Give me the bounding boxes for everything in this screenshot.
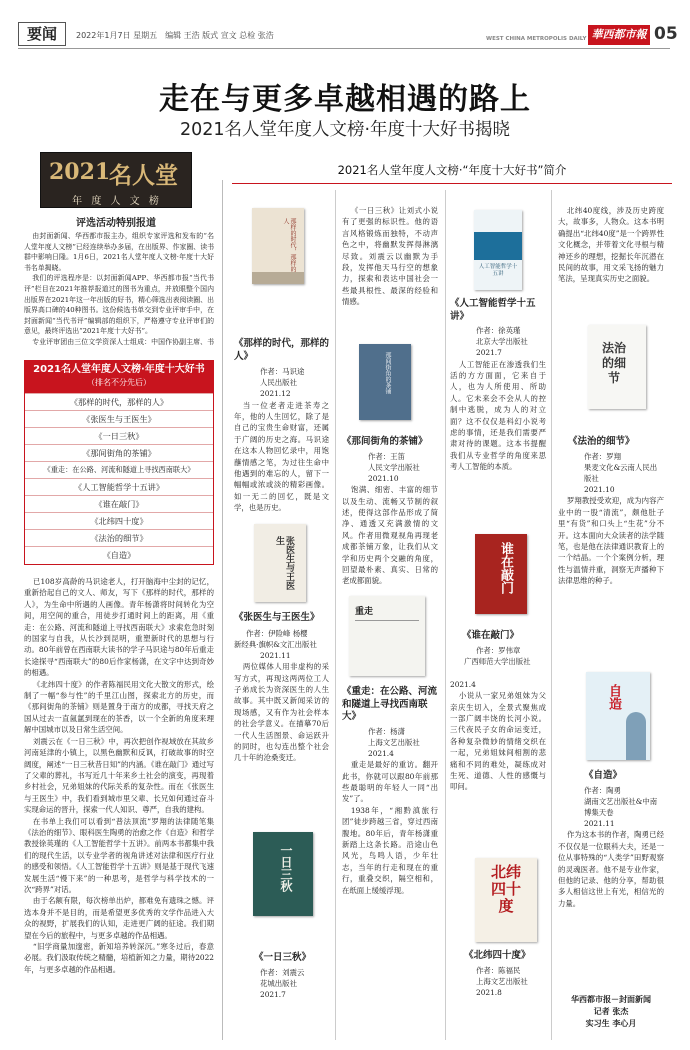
- review-paragraph: 我们的评选程序是：以封面新闻APP、华西都市报“当代书评”栏目在2021年推荐报道过的图书为重点，并放眼整个国内出版界在2021年这一年出版的好书，精心筛选出表阅读圈、出版界高口碑的40种图书。这份候选书单交到专业评审手中，在封面新闻“当代书评”编辑部的组织下，严格遵守专业评审们的意见，最终评选出“2021年度十大好书”。: [24, 274, 214, 336]
- section-label: 要闻: [26, 25, 57, 43]
- book-publisher-9: 果麦文化&云南人民出版社: [584, 462, 658, 483]
- book-cover-2: [254, 524, 306, 602]
- book-entry-6: [450, 298, 546, 495]
- book-publisher-3: 花城出版社: [260, 978, 297, 988]
- essay-paragraph: “旧学商量加邃密，新知培养转深沉。”寒冬过后，春意必展。我们汲取传统之精髓，培植新知之力量，期待2022年，与更多卓越的作品相遇。: [24, 942, 214, 974]
- credits-line-2: 记者 张杰: [593, 1007, 629, 1016]
- book-desc-6: 人工智能正在渗透我们生活的方方面面，它来自于人，也为人所使用、所助人。它未来会不会从人的控制中逃脱，成为人的对立面？这不仅仅是科幻小说考虑的事情，还是我们需要严肃对待的课题。这本书提醒我们从专业哲学的角度来思考人工智能的本质。: [450, 359, 546, 472]
- book-author-2: 作者：伊险峰 杨樱: [246, 628, 308, 638]
- book-title-9: 《法治的细节》: [568, 436, 635, 447]
- book-desc-7: 小说从一家兄弟姐妹为父亲庆生切入，全景式聚焦成一部广阔丰饶的长河小说。三代夜民子女的命运变迁，各种复杂微妙的情绪交织在一起，兄弟姐妹间相割的悲痛和不同的难处，凝练成对生死、道德、人性的感慨与叩问。: [450, 691, 546, 792]
- book-author-7: 作者：罗伟章: [476, 645, 521, 655]
- book-author-1: 作者：马识途: [260, 367, 305, 376]
- paper-name-cn: 華西都市報: [591, 28, 647, 41]
- intro-title: 2021名人堂年度人文榜·“年度十大好书”简介: [337, 163, 567, 177]
- book-entry-8-top: [558, 205, 664, 331]
- book-desc-1: 当一位老者走进茶寿之年，他的人生回忆，除了是自己的宝贵生命财富，还属于广阔的历史之海。马识途在这本人物回忆录中，用饱蘸情感之笔，为过往生命中他遇到的难忘的人，留下一幅幅或浓或淡的精彩画像。如一无二的回忆，既是文学，也是历史。: [234, 400, 329, 513]
- list-item-label: 《一日三秋》: [94, 431, 144, 441]
- list-box-header: [25, 361, 213, 393]
- essay-paragraph: 《北纬四十度》的作者陈福民用文化大散文的形式，绘制了一幅“参与性”的千里江山图，探索北方的历史，而《那间街角的茶铺》则是置身于南方的成都，寻找天府之国从过去一直氤氲到现在的茶香，以一个全新的角度来理解中国城市以及日常生活空间。: [24, 679, 214, 735]
- book-publisher-6: 北京大学出版社: [476, 337, 528, 347]
- logo-tagline: 年 度 人 文 榜: [72, 196, 162, 207]
- column-divider: [335, 190, 336, 1040]
- book-author-4: 作者：王笛: [368, 451, 405, 461]
- review-paragraph: 由封面新闻、华西都市报主办，组织专家评选和发布的“名人堂年度人文榜”已经连续举办多届，在出版界、作家圈、读书群中影响日隆。1月6日，2021名人堂年度人文榜·年度十大好书名单揭晓。: [24, 232, 214, 272]
- book-entry-7: [450, 630, 546, 826]
- book-cover-8: [475, 858, 537, 942]
- column-divider: [551, 190, 552, 1040]
- list-item: [25, 461, 213, 478]
- cover-title: 张医生与王医生: [274, 536, 294, 590]
- cover-title: 谁在敲门: [498, 542, 513, 594]
- paper-logo: [588, 25, 650, 45]
- book-publisher-5: 上海文艺出版社: [368, 737, 420, 747]
- header-rule: [18, 48, 670, 49]
- list-item: [25, 512, 213, 529]
- list-item: [25, 495, 213, 512]
- list-item-label: 《谁在敲门》: [94, 499, 144, 509]
- book-entry-1: [234, 338, 329, 514]
- page-info: 2022年1月7日 星期五 编辑 王浩 版式 宣文 总检 张浩: [76, 31, 274, 40]
- book-author-3: 作者：刘震云: [260, 967, 305, 977]
- list-item-label: 《那间街角的茶铺》: [82, 448, 156, 458]
- cover-title: 那样的时代，那样的人: [282, 218, 296, 272]
- book-cover-5: [349, 596, 425, 676]
- book-cover-10: [586, 672, 650, 760]
- credits: [558, 994, 664, 1030]
- book-desc-5: 重走是最好的重访。翻开此书，你就可以跟80年前那些最聪明的年轻人一同“出发”了。: [342, 760, 438, 804]
- list-items: [25, 393, 213, 563]
- essay-paragraph: 刘震云在《一日三秋》中，再次把创作视域放在其故乡河南延津的小镇上，以黑色幽默和反讽，打破故事的时空阔度，阐述“一日三秋昔日知”的内涵。《谁在敲门》通过写了父辈的葬礼，书写近几十年来乡土社会的演变，再现着乡村社会，兄弟姐妹的代际关系的复杂性。而在《张医生与王医生》中，我们看到城市里父辈、长兄如何通过奋斗实现命运的晋升，探索一代人知识、尊严，自我的建构。: [24, 736, 214, 815]
- intro-title-rule: [232, 183, 672, 184]
- essay-paragraph: 已108岁高龄的马识途老人，打开脑海中尘封的记忆，重新拾起自己的文人、师友，写下《那样的时代，那样的人》，为生命中所遇的人画像。青年杨潇将时间转化为空间，用空间的重合，用徒步打通时间上的距离，用《重走：在公路、河流和隧道上寻找西南联大》求索危急时刻的国家与自我，从长沙到昆明，重塑新时代的思想与行动。80年前曾在西南联大读书的学子马识途与80年后重走长途探寻“西南联大”的80后作家杨潇，在文字中达到奇妙的相遇。: [24, 577, 214, 678]
- column-divider: [222, 180, 223, 1040]
- cover-title: 北纬四十度: [490, 863, 521, 915]
- column-divider: [445, 190, 446, 1040]
- book-publisher-10: 湖南文艺出版社&中南博集天卷: [584, 796, 658, 817]
- book-title-1: 《那样的时代，那样的人》: [234, 338, 330, 362]
- credits-line-1: 华西都市报－封面新闻: [571, 995, 651, 1004]
- book-date-3: 2021.7: [260, 989, 286, 999]
- review-title: 评选活动特别报道: [76, 218, 156, 229]
- book-desc-5b: 1938年，“湘黔滇旅行团”徒步跨越三省，穿过西南腹地。80年后，青年杨潇重新踏上这条长路。沿途山色风光，鸟鸣人语，少年壮志，当年的行走和现在的重行，重叠交织，隔空相和，在纸面上缓缓浮现。: [342, 805, 438, 895]
- book-cover-7: [475, 534, 527, 614]
- book-cover-4: [359, 344, 411, 420]
- review-paragraph: 专业评审团由三位文学资深人士组成：中国作协副主席、书: [32, 337, 214, 346]
- cover-title: 自造: [606, 684, 621, 710]
- cover-rule: [355, 620, 419, 621]
- review-text: [24, 231, 214, 347]
- book-cover-3: [253, 832, 313, 916]
- page-header: [0, 0, 690, 52]
- book-entry-8: [450, 950, 546, 998]
- cover-title: 人工智能哲学十五讲: [478, 264, 518, 277]
- logo-year: 2021: [49, 159, 111, 185]
- list-item: [25, 410, 213, 427]
- list-item-label: 《张医生与王医生》: [82, 414, 156, 424]
- book-title-7: 《谁在敲门》: [462, 630, 520, 641]
- section-tab: [18, 22, 66, 46]
- book-desc-4: 饱满、细密、丰富的细节以及生动、流畅又节制的叙述，使得这部作品形成了简净、通透又充满激情的文风。作者用微观视角再现老成都茶铺万象，让我们从文学和历史两个交融的角度，回望最朴素、真实、日常的老成都面貌。: [342, 485, 438, 586]
- book-date-9: 2021.10: [584, 485, 615, 495]
- cover-title: 法治的细节: [601, 341, 626, 385]
- book-publisher-2: 新经典·旗帜&文汇出版社: [234, 639, 317, 649]
- book-author-6: 作者：徐英瑾: [476, 326, 521, 335]
- main-headline: 走在与更多卓越相遇的路上: [159, 82, 531, 117]
- list-item-label: 《法治的细节》: [90, 533, 148, 543]
- list-item: [25, 427, 213, 444]
- list-item-label: 《自造》: [102, 550, 136, 560]
- list-item: [25, 444, 213, 461]
- sub-headline: 2021名人堂年度人文榜·年度十大好书揭晓: [179, 120, 511, 140]
- list-item-label: 《那样的时代，那样的人》: [69, 397, 169, 407]
- book-entry-4-top: [342, 205, 438, 331]
- book-author-5: 作者：杨潇: [368, 726, 405, 736]
- book-publisher-4: 人民文学出版社: [368, 462, 420, 472]
- book-entry-5: [342, 686, 438, 931]
- book-date-1: 2021.12: [260, 389, 291, 399]
- book-entry-3: [234, 952, 329, 1000]
- top-ten-list-box: [24, 360, 214, 565]
- book-cover-1: [252, 208, 304, 284]
- list-item: [25, 546, 213, 563]
- book-title-4: 《那间街角的茶铺》: [342, 436, 428, 447]
- book-title-2: 《张医生与王医生》: [234, 612, 320, 623]
- book-author-10: 作者：陶勇: [584, 785, 621, 795]
- essay-paragraph: 在书单上我们可以看到“普法顶流”罗翔的法律随笔集《法治的细节》、眼科医生陶勇的治愈之作《自造》和哲学教授徐英瑾的《人工智能哲学十五讲》。前两本书都集中我们的现代生活，以专业学者的视角讲述对法律和医疗行业的感受和领悟。《人工智能哲学十五讲》则是基于现代飞速发展生活“慢下来”的一种思考，是哲学与科学技术的一次“跨界”对话。: [24, 816, 214, 894]
- book-cover-6: [474, 210, 522, 290]
- book-publisher-1: 人民出版社: [260, 378, 297, 388]
- book-publisher-7: 广西师范大学出版社: [464, 656, 531, 666]
- hall-of-fame-logo: [40, 152, 192, 208]
- list-item: [25, 478, 213, 495]
- book-title-5: 《重走：在公路、河流和隧道上寻找西南联大》: [342, 686, 438, 722]
- cover-title: 一日三秋: [279, 844, 293, 892]
- book-entry-9: [558, 436, 664, 631]
- book-date-5: 2021.4: [368, 748, 394, 758]
- book-author-9: 作者：罗翔: [584, 451, 621, 461]
- book-cover-9: [588, 325, 646, 409]
- essay-paragraph: 由于名额有限，每次榜单出炉，都难免有遗珠之憾。评选本身并不是目的，而是希望更多优秀的文学作品进入大众的视野，扩展我们的认知，走进更广阔的征途。我们期望在今后的旅程中，与更多卓越的作品相遇。: [24, 896, 214, 940]
- book-entry-10: [558, 770, 664, 941]
- cover-figure: [626, 712, 646, 760]
- page-number: 05: [654, 24, 678, 44]
- book-date-6: 2021.7: [476, 348, 502, 358]
- book-publisher-8: 上海文艺出版社: [476, 976, 528, 986]
- list-item-label: 《人工智能哲学十五讲》: [73, 482, 165, 492]
- book-title-3: 《一日三秋》: [254, 952, 312, 963]
- paper-name-en: WEST CHINA METROPOLIS DAILY: [486, 36, 587, 42]
- cover-band: [252, 272, 304, 284]
- list-box-note: （排名不分先后）: [87, 378, 151, 387]
- list-box-title: 2021名人堂年度人文榜·年度十大好书: [33, 364, 205, 375]
- book-author-8: 作者：陈福民: [476, 965, 521, 975]
- cover-title: 重走: [355, 607, 374, 617]
- cover-title: 那间街角的茶铺: [384, 352, 391, 394]
- book-desc-8: 北纬40度线，涉及历史跨度大，故事多，人物众。这本书明确提出“北纬40度”是一个跨界性文化概念，并带着文化寻根与精神还乡的理想，挖掘长年沉潜在民间的故事，用文采飞扬的魅力笔法，呈现真实历史之面貌。: [558, 206, 664, 284]
- list-item-label: 《重走：在公路、河流和隧道上寻找西南联大》: [43, 465, 195, 474]
- book-entry-2: [234, 612, 329, 786]
- book-date-4: 2021.10: [368, 473, 399, 483]
- book-desc-9: 罗翔教授受欢迎，成为内容产业中的一股“清流”，颇他肚子里“有货”和口头上“生花”分不开。这本面向大众读者的法学随笔，也是他在法律通识教育上的一个结晶。一个个案例分析，理性与温情并重，洞察无声播种下法律思维的种子。: [558, 496, 664, 586]
- book-title-10: 《自造》: [584, 770, 623, 781]
- list-item: [25, 529, 213, 546]
- list-item: [25, 393, 213, 410]
- cover-band: [474, 232, 522, 260]
- book-date-2: 2021.11: [260, 650, 291, 660]
- book-title-8: 《北纬四十度》: [464, 950, 531, 961]
- book-desc-3: 《一日三秋》让刘式小说有了更强的标识性。他的语言风格锻炼而独特，不动声色之中，将幽默发挥得淋漓尽致。刘震云以幽默为手段，发挥他天马行空的想象力，探索和表达中国社会一些最具根性、最深的经验和情感。: [342, 206, 438, 307]
- book-entry-4: [342, 436, 438, 598]
- essay-text: [24, 576, 214, 1036]
- credits-line-3: 实习生 李心月: [585, 1019, 637, 1028]
- book-desc-10: 作为这本书的作者，陶勇已经不仅仅是一位眼科大夫，还是一位从事特殊的“人类学”田野观察的灵魂医者。他不是专业作家，但他的记录、他的分享，帮助很多人相信这世上有光，相信光的力量。: [558, 830, 664, 908]
- book-date-8: 2021.8: [476, 987, 502, 997]
- book-title-6: 《人工智能哲学十五讲》: [450, 298, 536, 322]
- book-desc-2: 两位媒体人用非虚构的采写方式，再现这两两位工人子弟成长为资深医生的人生故事。其中既又新闻采访的现场感，又有作为社会样本的社会学意义。在描摹70后一代人生活图景、命运跃升的同时，也勾连出整个社会几十年的沧桑变迁。: [234, 662, 329, 763]
- book-date-7: 2021.4: [450, 679, 476, 689]
- list-item-label: 《北纬四十度》: [90, 516, 148, 526]
- logo-name: 名人堂: [109, 162, 178, 189]
- book-date-10: 2021.11: [584, 819, 615, 829]
